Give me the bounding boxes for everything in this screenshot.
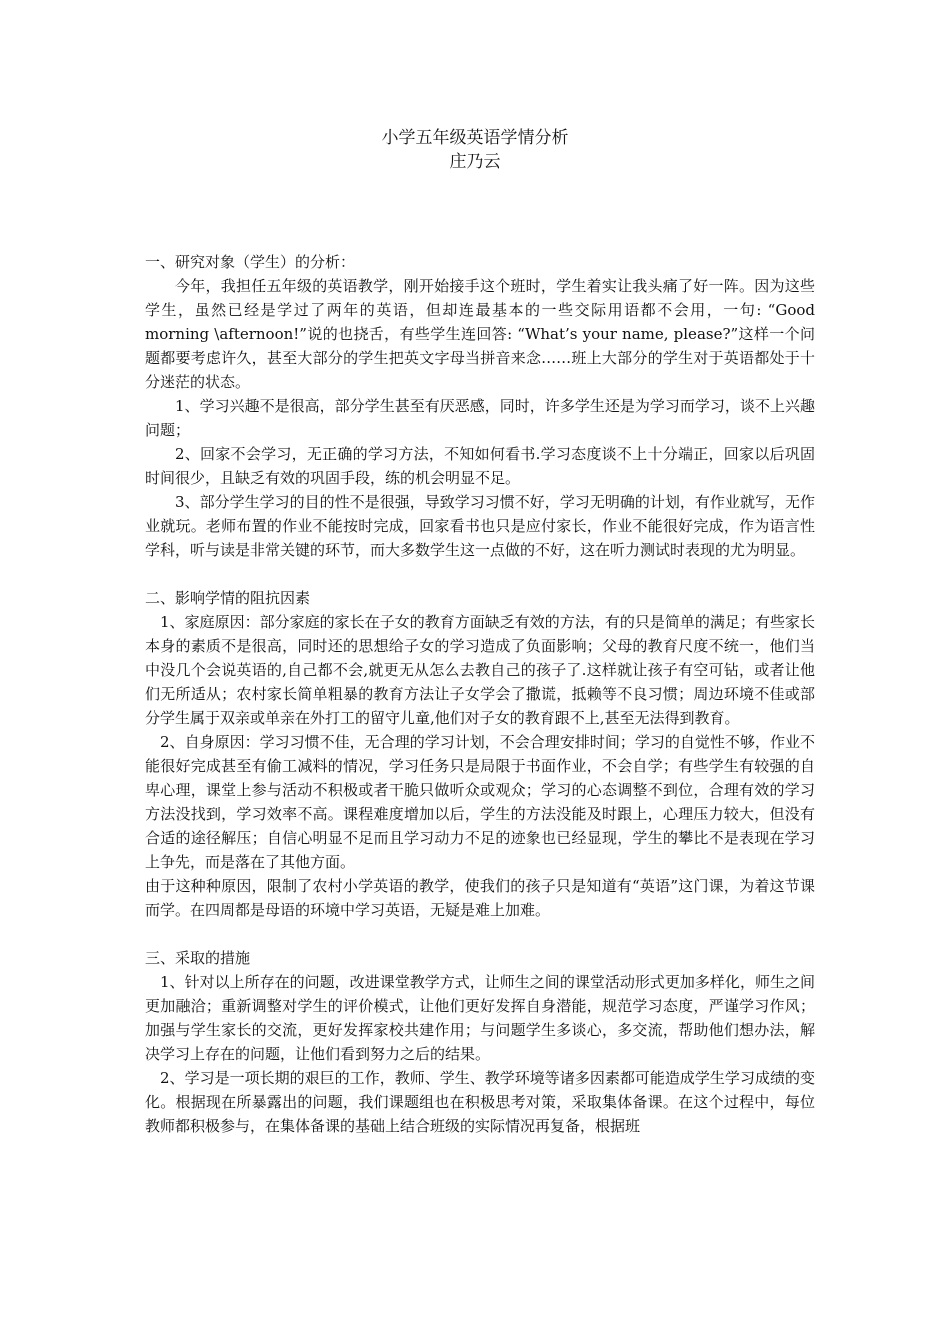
section-1-point-1: 1、学习兴趣不是很高，部分学生甚至有厌恶感，同时，许多学生还是为学习而学习，谈不上兴趣问题； xyxy=(145,397,815,439)
section-2-heading: 二、影响学情的阻抗因素 xyxy=(145,589,311,607)
section-spacer xyxy=(145,922,815,946)
section-1-point-2: 2、回家不会学习，无正确的学习方法，不知如何看书.学习态度谈不上十分端正，回家以后巩固时间很少，且缺乏有效的巩固手段，练的机会明显不足。 xyxy=(145,445,815,487)
section-2-conclusion: 由于这种种原因，限制了农村小学英语的教学，使我们的孩子只是知道有“英语”这门课，为着这节课而学。在四周都是母语的环境中学习英语，无疑是难上加难。 xyxy=(145,877,815,919)
section-3-point-1: 1、针对以上所存在的问题，改进课堂教学方式，让师生之间的课堂活动形式更加多样化，师生之间更加融洽；重新调整对学生的评价模式，让他们更好发挥自身潜能，规范学习态度，严谨学习作风；加强与学生家长的交流，更好发挥家校共建作用；与问题学生多谈心，多交流，帮助他们想办法，解决学习上存在的问题，让他们看到努力之后的结果。 xyxy=(145,973,815,1063)
section-1-intro-paragraph: 今年，我担任五年级的英语教学，刚开始接手这个班时，学生着实让我头痛了好一阵。因为这些学生，虽然已经是学过了两年的英语，但却连最基本的一些交际用语都不会用，一句: “Good morning \afternoon!”说的也挠舌，有些学生连回答: “What’s your name, please?”这样一个问题都要考虑许久，甚至大部分的学生把英文字母当拼音来念……班上大部分的学生对于英语都处于十分迷茫的状态。 xyxy=(145,277,815,391)
section-1-heading: 一、研究对象（学生）的分析： xyxy=(145,253,356,271)
document-body xyxy=(145,250,815,1138)
section-3-point-2: 2、学习是一项长期的艰巨的工作，教师、学生、教学环境等诸多因素都可能造成学生学习成绩的变化。根据现在所暴露出的问题，我们课题组也在积极思考对策，采取集体备课。在这个过程中，每位教师都积极参与，在集体备课的基础上结合班级的实际情况再复备，根据班 xyxy=(145,1069,815,1135)
section-2-point-1: 1、家庭原因：部分家庭的家长在子女的教育方面缺乏有效的方法，有的只是简单的满足；有些家长本身的素质不是很高，同时还的思想给子女的学习造成了负面影响；父母的教育尺度不统一，他们当中没几个会说英语的,自己都不会,就更无从怎么去教自己的孩子了.这样就让孩子有空可钻，或者让他们无所适从；农村家长简单粗暴的教育方法让子女学会了撒谎，抵赖等不良习惯；周边环境不佳或部分学生属于双亲或单亲在外打工的留守儿童,他们对子女的教育跟不上,甚至无法得到教育。 xyxy=(145,613,815,727)
document-title: 小学五年级英语学情分析 xyxy=(381,128,569,148)
document-author: 庄乃云 xyxy=(449,152,501,172)
section-spacer xyxy=(145,562,815,586)
section-1-point-3: 3、部分学生学习的目的性不是很强，导致学习习惯不好，学习无明确的计划，有作业就写，无作业就玩。老师布置的作业不能按时完成，回家看书也只是应付家长，作业不能很好完成，作为语言性学科，听与读是非常关键的环节，而大多数学生这一点做的不好，这在听力测试时表现的尤为明显。 xyxy=(145,493,815,559)
title-block xyxy=(0,126,950,174)
section-3-heading: 三、采取的措施 xyxy=(145,949,251,967)
section-2-point-2: 2、自身原因：学习习惯不佳，无合理的学习计划，不会合理安排时间；学习的自觉性不够，作业不能很好完成甚至有偷工减料的情况，学习任务只是局限于书面作业，不会自学；有些学生有较强的自卑心理，课堂上参与活动不积极或者干脆只做听众或观众；学习的心态调整不到位，合理有效的学习方法没找到，学习效率不高。课程难度增加以后，学生的方法没能及时跟上，心理压力较大，但没有合适的途径解压；自信心明显不足而且学习动力不足的迹象也已经显现，学生的攀比不是表现在学习上争先，而是落在了其他方面。 xyxy=(145,733,815,871)
